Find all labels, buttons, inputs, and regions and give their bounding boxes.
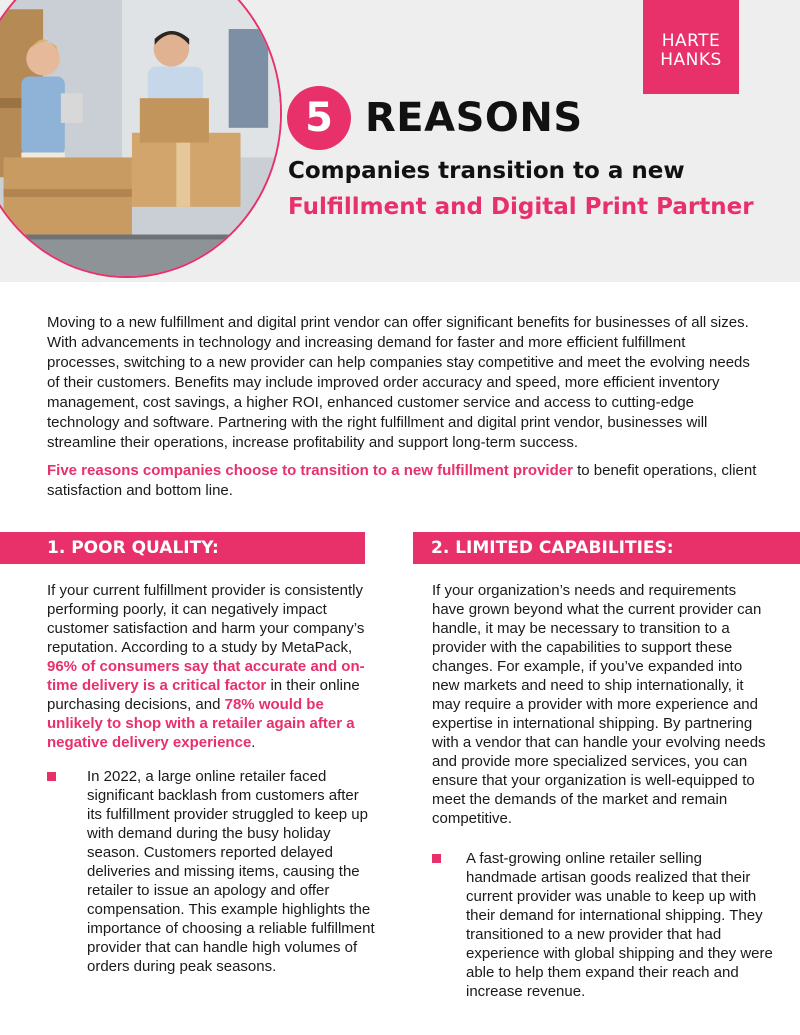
warehouse-photo-illustration	[0, 0, 280, 276]
bullet-square-icon	[47, 772, 56, 781]
section-2-bullet	[432, 849, 776, 1001]
number-badge: 5	[287, 86, 351, 150]
subtitle-line-1: Companies transition to a new	[288, 158, 685, 184]
section-1-text-a: If your current fulfillment provider is consistently performing poorly, it can negatively impact customer satisfaction and harm your company’s reputation. According to a study by MetaPack,	[47, 582, 365, 656]
lead-highlight: Five reasons companies choose to transition to a new fulfillment provider	[47, 462, 573, 479]
section-1-text-c: .	[251, 734, 256, 751]
warehouse-photo	[0, 0, 282, 278]
header-banner	[0, 0, 800, 282]
title-row	[287, 86, 583, 150]
section-2-paragraph: If your organization’s needs and requirements have grown beyond what the current provider can handle, it may be necessary to transition to a provider with the capabilities to support these changes. For example, if you’ve expanded into new markets and need to ship internationally, it may require a provider with more experience and expertise in international shipping. By partnering with a vendor that can handle your evolving needs and provide more specialized services, you can ensure that your organization is well-equipped to meet the demands of the market and remain competitive.	[432, 582, 766, 827]
lead-paragraph	[47, 461, 759, 501]
section-2-bullet-text: A fast-growing online retailer selling handmade artisan goods realized that their current provider was unable to keep up with their demand for international shipping. They transitioned to a new provider that had experience with global shipping and they were able to help them expand their reach and increase revenue.	[466, 850, 773, 1000]
subtitle-line-2: Fulfillment and Digital Print Partner	[288, 194, 754, 220]
section-1-text-b: in their online purchasing decisions, and	[47, 677, 360, 713]
section-1-bullet-text: In 2022, a large online retailer faced significant backlash from customers after its fulfillment provider struggled to keep up with demand during the busy holiday season. Customers reported delayed deliveries and missing items, causing the retailer to issue an apology and offer compensation. This example highlights the importance of choosing a reliable fulfillment provider that can handle high volumes of orders during peak seasons.	[87, 768, 375, 975]
section-1-highlight-2: 78% would be unlikely to shop with a retailer again after a negative delivery experience	[47, 696, 355, 751]
section-heading-limited-capabilities: 2. LIMITED CAPABILITIES:	[413, 532, 800, 564]
intro-paragraph: Moving to a new fulfillment and digital print vendor can offer significant benefits for businesses of all sizes. With advancements in technology and increasing demand for faster and more efficient fulfillment processes, switching to a new provider can help companies stay competitive and meet the evolving needs of their customers. Benefits may include improved order accuracy and speed, more efficient inventory management, cost savings, a higher ROI, enhanced customer service and access to cutting-edge technology and software. Partnering with the right fulfillment and digital print vendor, businesses will streamline their operations, increase profitability and support long-term success.	[47, 314, 750, 451]
harte-hanks-logo	[643, 0, 739, 94]
lead-rest: to benefit operations, client satisfaction and bottom line.	[47, 462, 757, 499]
section-1-bullet	[47, 767, 377, 976]
logo-line-1: HARTE	[661, 31, 721, 51]
section-heading-poor-quality: 1. POOR QUALITY:	[0, 532, 365, 564]
bullet-square-icon	[432, 854, 441, 863]
section-1-highlight-1: 96% of consumers say that accurate and on-time delivery is a critical factor	[47, 658, 365, 694]
page-title: REASONS	[365, 95, 583, 141]
logo-line-2: HANKS	[660, 50, 722, 70]
section-1-paragraph	[47, 581, 367, 752]
